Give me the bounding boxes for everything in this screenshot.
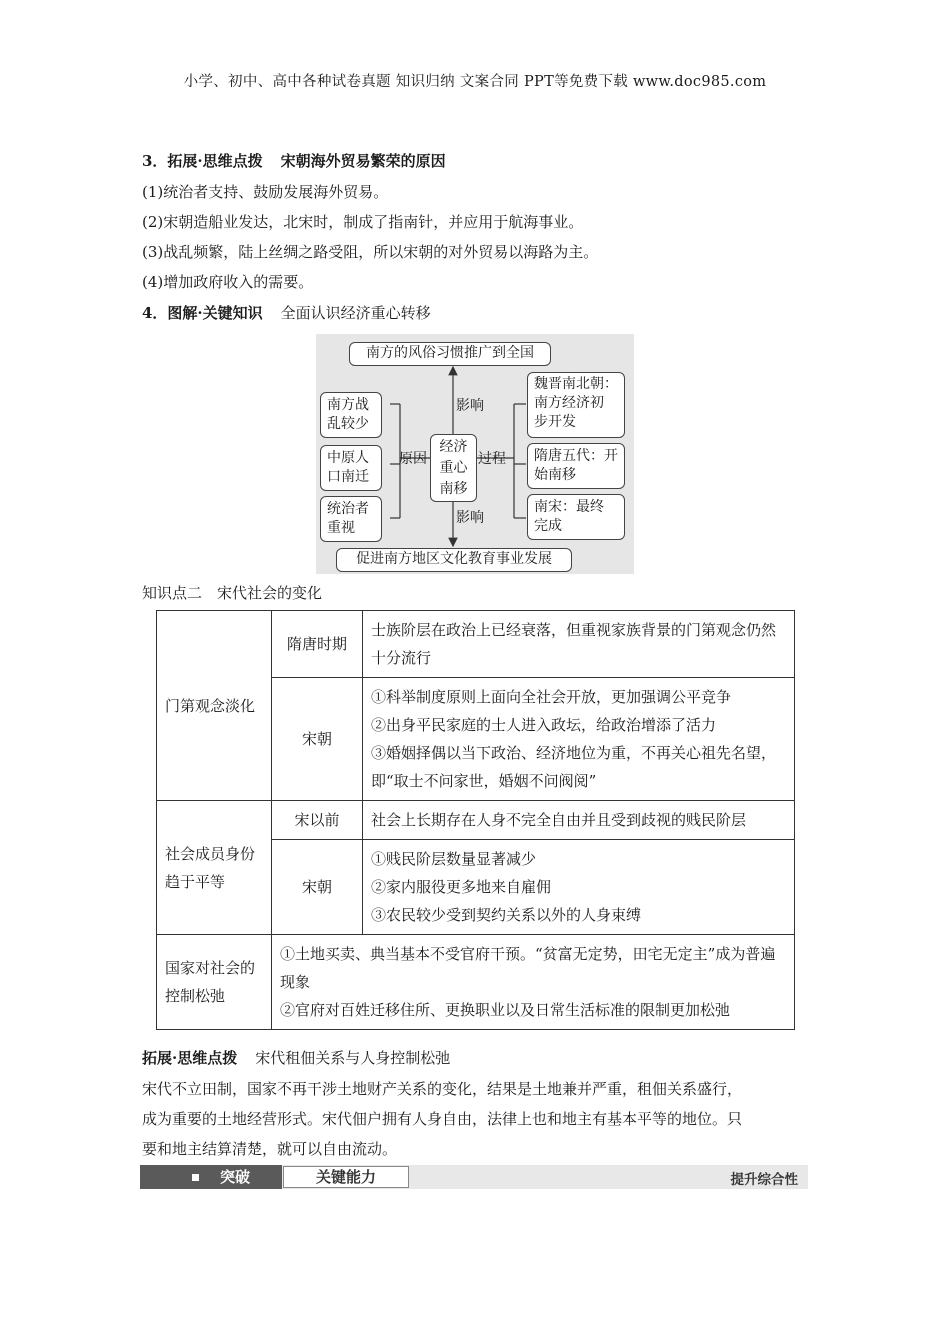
expand-line-1: 宋代不立田制，国家不再干涉土地财产关系的变化，结果是土地兼并严重，租佃关系盛行， [142,1080,743,1098]
list-item: ③农民较少受到契约关系以外的人身束缚 [371,906,642,924]
center-line-1: 经济 [439,439,468,455]
diagram-cause-box-1 [320,392,382,438]
section3-heading [142,151,446,171]
process-2-line-1: 隋唐五代：开 [534,448,618,464]
period-cell: 隋唐时期 [272,611,363,678]
period-cell: 宋朝 [272,678,363,801]
content-cell: 士族阶层在政治上已经衰落，但重视家族背景的门第观念仍然十分流行 [363,611,795,678]
page-header: 小学、初中、高中各种试卷真题 知识归纳 文案合同 PPT等免费下载 www.doc985.com [183,74,767,90]
cause-3-line-2: 重视 [327,520,355,536]
section4-heading [142,303,431,323]
expand-line-2: 成为重要的土地经营形式。宋代佃户拥有人身自由，法律上也和地主有基本平等的地位。只 [142,1110,743,1128]
list-item: ①科举制度原则上面向全社会开放，更加强调公平竞争 [371,688,732,706]
center-line-3: 南移 [439,481,468,497]
diagram-process-box-2 [527,443,625,489]
process-1-line-1: 魏晋南北朝： [534,376,618,392]
row-head-equal-status: 社会成员身份趋于平等 [157,801,272,935]
list-item: ①土地买卖、典当基本不受官府干预。“贫富无定势，田宅无定主”成为普遍现象 [280,945,776,991]
center-line-2: 重心 [439,460,468,476]
section3-item-1: (1)统治者支持、鼓励发展海外贸易。 [142,183,389,201]
section3-item-4: (4)增加政府收入的需要。 [142,273,314,291]
period-cell: 宋以前 [272,801,363,840]
expand-line-3: 要和地主结算清楚，就可以自由流动。 [142,1140,398,1158]
cause-3-line-1: 统治者 [327,501,369,517]
process-3-line-2: 完成 [534,518,562,534]
economic-shift-diagram [316,334,634,574]
banner-dark-tab [140,1165,282,1189]
society-changes-table [156,610,795,1030]
row-head-state-control: 国家对社会的控制松弛 [157,935,272,1030]
label-cause: 原因 [399,451,427,467]
banner-left-label: 突破 [220,1168,251,1186]
section3-subtitle: 宋朝海外贸易繁荣的原因 [280,152,446,170]
label-process: 过程 [478,451,506,467]
square-bullet-icon [192,1174,199,1181]
diagram-cause-box-2 [320,445,382,491]
list-item: ①贱民阶层数量显著减少 [371,850,537,868]
expand-title: 拓展·思维点拨 [142,1049,238,1067]
content-cell [363,678,795,801]
table-row [157,611,795,678]
cause-1-line-1: 南方战 [327,397,369,413]
label-influence-down: 影响 [456,510,484,526]
process-3-line-1: 南宋：最终 [534,499,604,515]
section3-item-3: (3)战乱频繁，陆上丝绸之路受阻，所以宋朝的对外贸易以海路为主。 [142,243,599,261]
section3-title: 3．拓展·思维点拨 [142,152,263,170]
label-influence-up: 影响 [456,398,484,414]
banner-right-label: 提升综合性 [730,1172,798,1188]
expand-heading [142,1048,450,1068]
content-cell [363,840,795,935]
process-2-line-2: 始南移 [534,467,576,483]
list-item: ③婚姻择偶以当下政治、经济地位为重，不再关心祖先名望，即“取士不问家世，婚姻不问阀阅” [371,744,777,790]
diagram-process-box-3 [527,494,625,540]
expand-subtitle: 宋代租佃关系与人身控制松弛 [255,1049,451,1067]
list-item: ②官府对百姓迁移住所、更换职业以及日常生活标准的限制更加松弛 [280,1001,731,1019]
list-item: ②出身平民家庭的士人进入政坛，给政治增添了活力 [371,716,717,734]
diagram-bottom-box: 促进南方地区文化教育事业发展 [336,548,572,572]
section4-subtitle: 全面认识经济重心转移 [280,304,431,322]
diagram-process-box-1 [527,372,625,438]
process-1-line-2: 南方经济初 [534,395,604,411]
section3-item-2: (2)宋朝造船业发达，北宋时，制成了指南针，并应用于航海事业。 [142,213,584,231]
content-cell [272,935,795,1030]
cause-2-line-2: 口南迁 [327,469,369,485]
banner-middle-label: 关键能力 [283,1166,409,1188]
process-1-line-3: 步开发 [534,414,576,430]
section4-title: 4．图解·关键知识 [142,304,263,322]
cause-2-line-1: 中原人 [327,450,369,466]
diagram-cause-box-3 [320,496,382,542]
table-row [157,935,795,1030]
diagram-top-box: 南方的风俗习惯推广到全国 [349,342,551,366]
knowledge-point-title: 知识点二 宋代社会的变化 [142,584,323,602]
list-item: ②家内服役更多地来自雇佣 [371,878,552,896]
period-cell: 宋朝 [272,840,363,935]
section-banner [140,1165,808,1189]
content-cell: 社会上长期存在人身不完全自由并且受到歧视的贱民阶层 [363,801,795,840]
row-head-clan-concept: 门第观念淡化 [157,611,272,801]
table-row [157,801,795,840]
cause-1-line-2: 乱较少 [327,416,369,432]
diagram-center-box [430,434,477,502]
